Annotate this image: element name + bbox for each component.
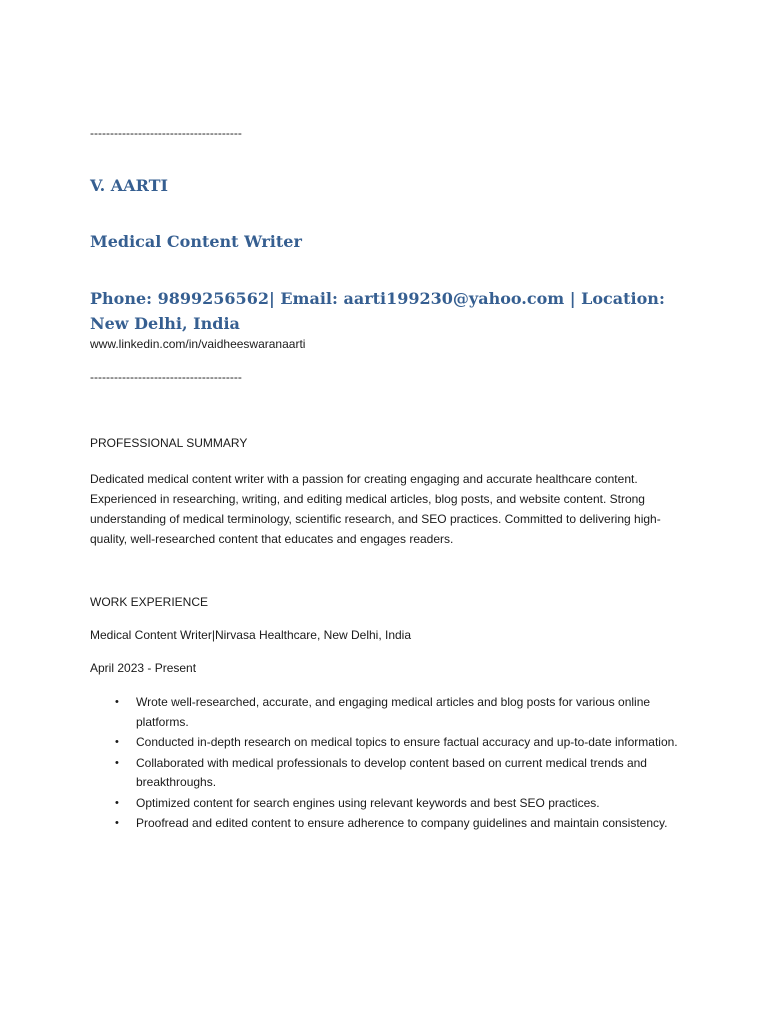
- bullet-text: Conducted in-depth research on medical topics to ensure factual accuracy and up-to-date information.: [136, 735, 678, 749]
- divider-top: --------------------------------------: [90, 126, 242, 140]
- responsibilities-list: [90, 693, 690, 835]
- bullet-icon: •: [115, 696, 119, 708]
- list-item: [90, 814, 690, 834]
- candidate-title: Medical Content Writer: [90, 232, 302, 251]
- bullet-text: Proofread and edited content to ensure adherence to company guidelines and maintain consistency.: [136, 816, 668, 830]
- summary-text: Dedicated medical content writer with a passion for creating engaging and accurate healthcare content. Experienced in researching, writing, and editing medical articles, blog posts, and website content. Strong understanding of medical terminology, scientific research, and SEO practices. Committed to delivering high-quality, well-researched content that educates and engages readers.: [90, 472, 661, 546]
- bullet-text: Collaborated with medical professionals to develop content based on current medical trends and breakthroughs.: [136, 755, 647, 789]
- candidate-name: V. AARTI: [90, 176, 168, 195]
- list-item: [90, 754, 690, 793]
- list-item: [90, 794, 690, 814]
- bullet-icon: •: [115, 736, 119, 748]
- job-dates: April 2023 - Present: [90, 661, 197, 675]
- list-item: [90, 733, 690, 753]
- bullet-icon: •: [115, 796, 119, 809]
- summary-heading: PROFESSIONAL SUMMARY: [90, 436, 248, 450]
- bullet-icon: •: [115, 756, 119, 769]
- bullet-text: Optimized content for search engines using relevant keywords and best SEO practices.: [136, 795, 600, 810]
- divider-bottom: --------------------------------------: [90, 370, 242, 384]
- linkedin-link[interactable]: www.linkedin.com/in/vaidheeswaranaarti: [90, 337, 306, 351]
- job-role: Medical Content Writer|Nirvasa Healthcare, New Delhi, India: [90, 628, 412, 642]
- work-experience-heading: WORK EXPERIENCE: [90, 595, 209, 609]
- list-item: [90, 693, 690, 732]
- bullet-text: Wrote well-researched, accurate, and engaging medical articles and blog posts for various online platforms.: [136, 695, 651, 729]
- bullet-icon: •: [115, 817, 119, 829]
- contact-line: Phone: 9899256562| Email: aarti199230@yahoo.com | Location: New Delhi, India: [90, 289, 665, 333]
